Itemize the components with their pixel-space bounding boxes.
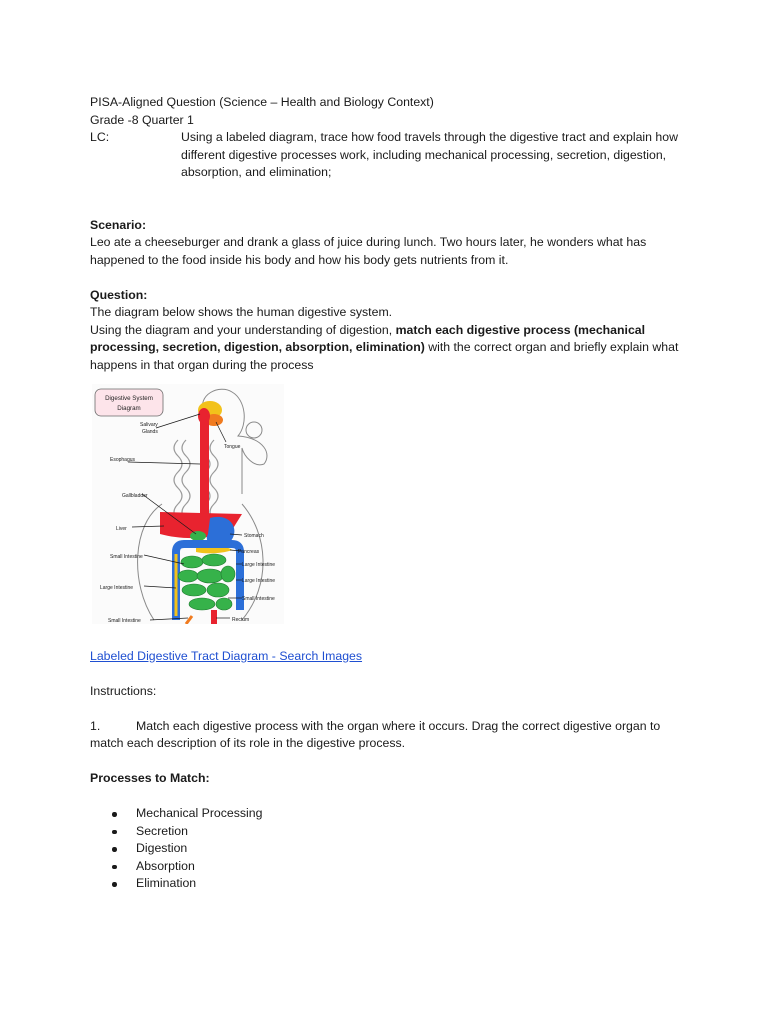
label-liver: Liver (116, 526, 127, 532)
document-page (90, 94, 690, 893)
diagram-title-line2: Diagram (117, 405, 141, 412)
lc-label: LC: (90, 130, 110, 144)
label-glands: Glands (142, 429, 158, 435)
list-item: Elimination (112, 875, 690, 893)
diagram-title-line1: Digestive System (105, 395, 153, 402)
lc-text: Using a labeled diagram, trace how food travels through the digestive tract and explain how different digestive processes work, including mechanical processing, secretion, digestion, absorption, and elimination; (181, 130, 678, 179)
label-tongue: Tongue (224, 444, 241, 450)
question-heading: Question: (90, 287, 148, 302)
label-gallbladder: Gallbladder (122, 493, 148, 499)
processes-heading: Processes to Match: (90, 771, 210, 785)
digestive-system-diagram (92, 384, 284, 624)
question-text: Using the diagram and your understanding of digestion, match each digestive process (mechanical processing, secretion, digestion, absorption, elimination) with the correct organ and briefly explain what happens in that organ during the process (90, 322, 679, 372)
label-stomach: Stomach (244, 533, 264, 539)
instruction-text: Match each digestive process with the organ where it occurs. Drag the correct digestive organ to match each description of its role in the digestive process. (90, 718, 661, 750)
instruction-item-1 (90, 718, 690, 753)
question-line1: The diagram below shows the human digestive system. (90, 305, 393, 319)
list-item: Mechanical Processing (112, 805, 690, 823)
label-large-intestine-left: Large Intestine (100, 585, 134, 591)
diagram-source-link[interactable]: Labeled Digestive Tract Diagram - Search Images (90, 648, 363, 663)
list-item: Secretion (112, 823, 690, 841)
gallbladder-shape (190, 531, 206, 541)
label-salivary: Salivary (140, 422, 158, 428)
scenario-text: Leo ate a cheeseburger and drank a glass of juice during lunch. Two hours later, he wonders what has happened to the food inside his body and how his body gets nutrients from it. (90, 235, 647, 267)
label-esophagus: Esophagus (110, 457, 136, 463)
process-list (90, 805, 690, 893)
learning-competency (90, 129, 690, 182)
instruction-number: 1. (90, 718, 101, 733)
label-pancreas: Pancreas (238, 549, 260, 555)
header-title: PISA-Aligned Question (Science – Health and Biology Context) (90, 95, 434, 109)
grade-quarter: Grade -8 Quarter 1 (90, 112, 194, 127)
label-large-intestine-right-1: Large Intestine (242, 562, 276, 568)
instructions-heading: Instructions: (90, 683, 157, 698)
label-small-intestine-left: Small Intestine (110, 554, 143, 560)
label-large-intestine-right-2: Large Intestine (242, 578, 276, 584)
list-item: Absorption (112, 858, 690, 876)
question-bold-processes: match each digestive process (mechanical processing, secretion, digestion, absorption, elimination) (90, 322, 646, 354)
scenario-heading: Scenario: (90, 217, 147, 232)
esophagus-shape (200, 420, 209, 520)
label-small-intestine-right: Small Intestine (242, 596, 275, 602)
label-small-intestine-bottom: Small Intestine (108, 618, 141, 624)
label-rectum: Rectum (232, 617, 250, 623)
list-item: Digestion (112, 840, 690, 858)
